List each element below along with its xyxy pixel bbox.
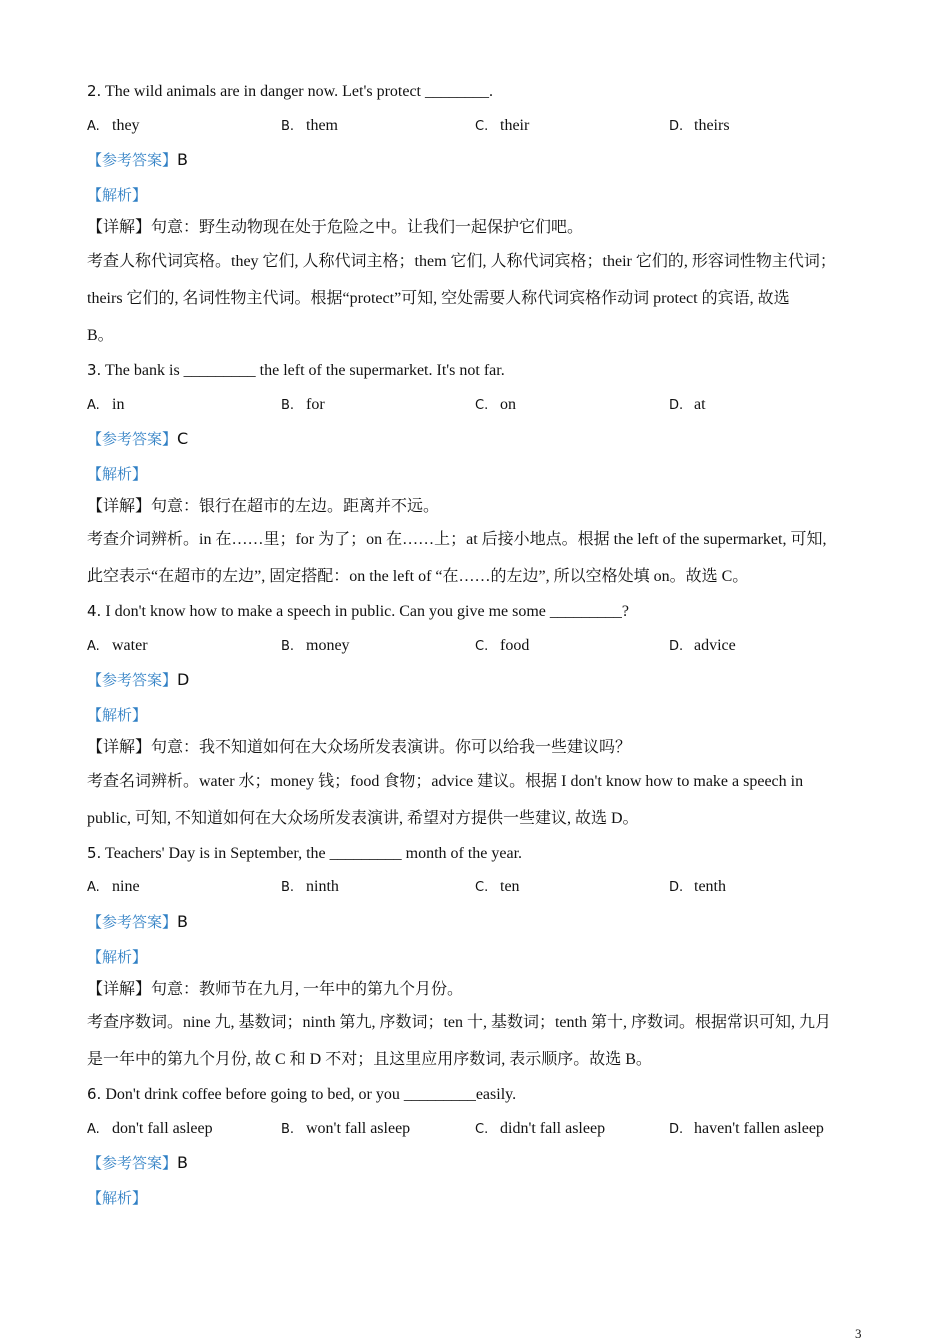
option-a: A. they [87, 117, 140, 134]
option-c: C. on [475, 396, 516, 413]
answer-value: B [177, 150, 188, 169]
option-c: C. didn't fall asleep [475, 1120, 606, 1137]
question-stem [87, 842, 877, 865]
question-text: Teachers' Day is in September, the _________ month of the year. [105, 845, 523, 862]
question-stem [87, 1083, 877, 1106]
question-text: I don't know how to make a speech in public. Can you give me some _________? [105, 603, 629, 620]
detail-line: 【详解】句意：野生动物现在处于危险之中。让我们一起保护它们吧。 [87, 219, 584, 236]
option-a: A. nine [87, 878, 140, 895]
answer-value: B [177, 912, 188, 931]
question-text: The bank is _________ the left of the supermarket. It's not far. [105, 362, 505, 379]
question-number: 2. [87, 82, 102, 100]
answer-value: C [177, 429, 189, 448]
option-a: A. in [87, 396, 125, 413]
analysis-line [87, 1187, 877, 1210]
question-number: 4. [87, 602, 102, 620]
analysis-label: 【解析】 [87, 706, 148, 724]
option-a: A. water [87, 637, 148, 654]
detail-line: 【详解】句意：银行在超市的左边。距离并不远。 [87, 498, 440, 515]
analysis-line [87, 704, 877, 727]
option-d: D. at [669, 396, 706, 413]
explanation-line: 此空表示“在超市的左边”, 固定搭配：on the left of “在……的左边”, 所以空格处填 on。故选 C。 [87, 568, 749, 585]
answer-line [87, 149, 877, 172]
analysis-label: 【解析】 [87, 948, 148, 966]
explanation-line: 考查序数词。nine 九, 基数词；ninth 第九, 序数词；ten 十, 基数词；tenth 第十, 序数词。根据常识可知, 九月 [87, 1014, 831, 1031]
option-c: C. their [475, 117, 530, 134]
question-stem [87, 600, 877, 623]
answer-line [87, 1152, 877, 1175]
explanation-line: public, 可知, 不知道如何在大众场所发表演讲, 希望对方提供一些建议, 故选 D。 [87, 810, 639, 827]
explanation-line: theirs 它们的, 名词性物主代词。根据“protect”可知, 空处需要人称代词宾格作动词 protect 的宾语, 故选 [87, 290, 790, 307]
option-a: A. don't fall asleep [87, 1120, 213, 1137]
analysis-line [87, 946, 877, 969]
analysis-line [87, 184, 877, 207]
explanation-line: 是一年中的第九个月份, 故 C 和 D 不对；且这里应用序数词, 表示顺序。故选 B。 [87, 1051, 652, 1068]
question-number: 6. [87, 1085, 102, 1103]
explanation-line: 考查名词辨析。water 水；money 钱；food 食物；advice 建议。根据 I don't know how to make a speech in [87, 773, 804, 790]
option-d: D. tenth [669, 878, 726, 895]
detail-line: 【详解】句意：我不知道如何在大众场所发表演讲。你可以给我一些建议吗？ [87, 739, 632, 756]
option-b: B. won't fall asleep [281, 1120, 411, 1137]
option-c: C. food [475, 637, 530, 654]
option-b: B. for [281, 396, 325, 413]
detail-line: 【详解】句意：教师节在九月, 一年中的第九个月份。 [87, 981, 464, 998]
analysis-label: 【解析】 [87, 1189, 148, 1207]
explanation-line: B。 [87, 327, 114, 344]
answer-line [87, 669, 877, 692]
option-d: D. theirs [669, 117, 730, 134]
answer-label: 【参考答案】 [87, 671, 178, 689]
analysis-line [87, 463, 877, 486]
analysis-label: 【解析】 [87, 186, 148, 204]
option-b: B. money [281, 637, 350, 654]
page-number: 3 [855, 1326, 862, 1341]
answer-value: D [177, 670, 190, 689]
question-stem [87, 359, 877, 382]
answer-line [87, 911, 877, 934]
explanation-line: 考查介词辨析。in 在……里；for 为了；on 在……上；at 后接小地点。根据 the left of the supermarket, 可知, [87, 531, 827, 548]
question-number: 3. [87, 361, 102, 379]
option-d: D. haven't fallen asleep [669, 1120, 824, 1137]
answer-line [87, 428, 877, 451]
option-d: D. advice [669, 637, 736, 654]
explanation-line: 考查人称代词宾格。they 它们, 人称代词主格；them 它们, 人称代词宾格；their 它们的, 形容词性物主代词； [87, 253, 836, 270]
answer-value: B [177, 1153, 188, 1172]
question-stem [87, 80, 877, 103]
option-b: B. ninth [281, 878, 339, 895]
answer-label: 【参考答案】 [87, 430, 178, 448]
analysis-label: 【解析】 [87, 465, 148, 483]
question-number: 5. [87, 844, 102, 862]
option-b: B. them [281, 117, 338, 134]
answer-label: 【参考答案】 [87, 1154, 178, 1172]
question-text: Don't drink coffee before going to bed, or you _________easily. [105, 1086, 517, 1103]
answer-label: 【参考答案】 [87, 913, 178, 931]
question-text: The wild animals are in danger now. Let's protect ________. [105, 83, 493, 100]
option-c: C. ten [475, 878, 520, 895]
answer-label: 【参考答案】 [87, 151, 178, 169]
